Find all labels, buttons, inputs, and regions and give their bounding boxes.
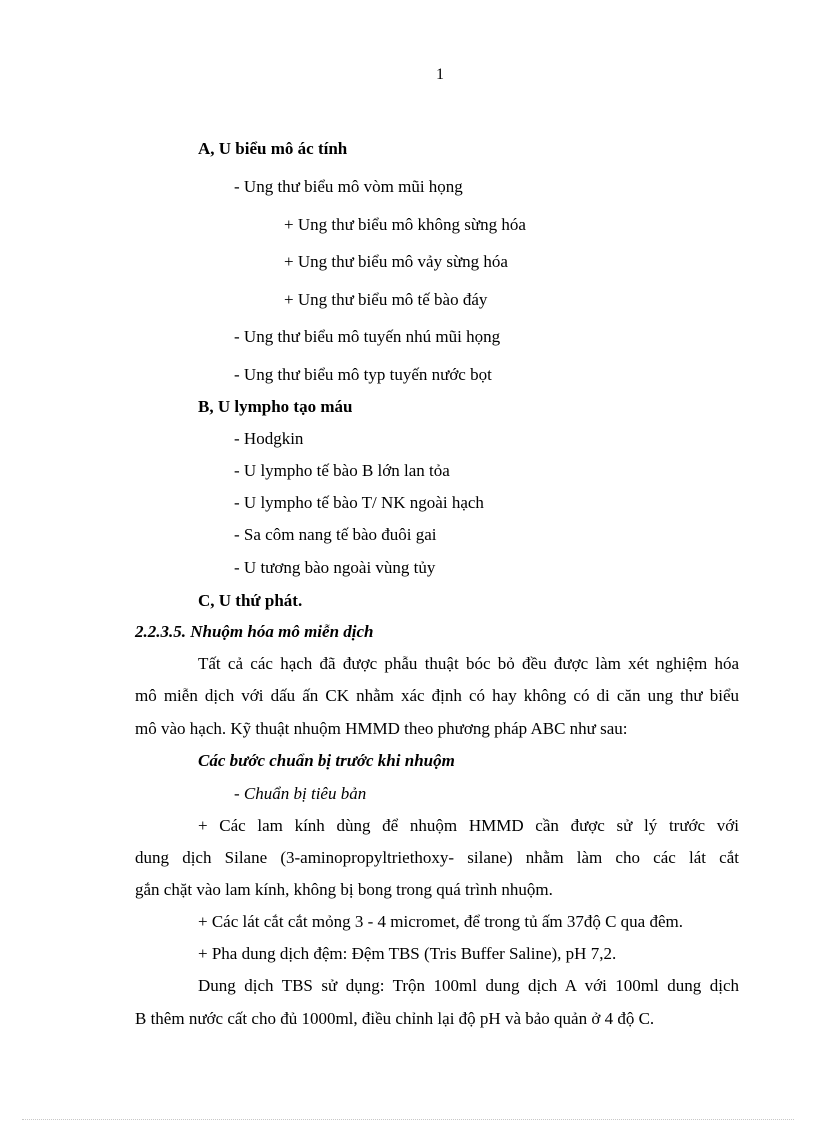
paragraph-line: mô vào hạch. Kỹ thuật nhuộm HMMD theo phương pháp ABC như sau: xyxy=(135,719,628,738)
paragraph-line: mô miễn dịch với dấu ấn CK nhằm xác định có hay không có di căn ung thư biểu xyxy=(135,686,739,705)
list-item: - Hodgkin xyxy=(234,429,304,448)
list-item: + Ung thư biểu mô vảy sừng hóa xyxy=(284,252,508,271)
heading-a: A, U biểu mô ác tính xyxy=(198,139,348,158)
heading-b: B, U lympho tạo máu xyxy=(198,397,353,416)
footer-divider xyxy=(22,1119,794,1120)
subsection-item: - Chuẩn bị tiêu bản xyxy=(234,784,367,803)
list-item: + Ung thư biểu mô tế bào đáy xyxy=(284,290,488,309)
list-item: + Ung thư biểu mô không sừng hóa xyxy=(284,215,526,234)
list-item: - Sa côm nang tế bào đuôi gai xyxy=(234,525,437,544)
section-heading: 2.2.3.5. Nhuộm hóa mô miễn dịch xyxy=(135,622,374,641)
list-item: - Ung thư biểu mô typ tuyến nước bọt xyxy=(234,365,492,384)
list-item: + Các lát cắt cắt mỏng 3 - 4 micromet, để trong tủ ấm 37độ C qua đêm. xyxy=(198,912,683,931)
subsection-heading: Các bước chuẩn bị trước khi nhuộm xyxy=(198,751,455,770)
list-item: - Ung thư biểu mô vòm mũi họng xyxy=(234,177,463,196)
paragraph-line: B thêm nước cất cho đủ 1000ml, điều chỉnh lại độ pH và bảo quản ở 4 độ C. xyxy=(135,1009,655,1028)
list-item: - U lympho tế bào B lớn lan tỏa xyxy=(234,461,450,480)
paragraph-line: + Các lam kính dùng để nhuộm HMMD cần được sử lý trước với xyxy=(198,816,739,835)
paragraph-line: gắn chặt vào lam kính, không bị bong trong quá trình nhuộm. xyxy=(135,880,553,899)
list-item: - U lympho tế bào T/ NK ngoài hạch xyxy=(234,493,484,512)
list-item: - Ung thư biểu mô tuyến nhú mũi họng xyxy=(234,327,501,346)
heading-c: C, U thứ phát. xyxy=(198,591,303,610)
paragraph-line: Tất cả các hạch đã được phẫu thuật bóc bỏ đều được làm xét nghiệm hóa xyxy=(198,654,739,673)
list-item: - U tương bào ngoài vùng tủy xyxy=(234,558,436,577)
page-number: 1 xyxy=(436,66,444,83)
paragraph-line: dung dịch Silane (3-aminopropyltriethoxy- silane) nhằm làm cho các lát cắt xyxy=(135,848,739,867)
list-item: + Pha dung dịch đệm: Đệm TBS (Tris Buffer Saline), pH 7,2. xyxy=(198,944,617,963)
paragraph-line: Dung dịch TBS sử dụng: Trộn 100ml dung dịch A với 100ml dung dịch xyxy=(198,976,739,995)
